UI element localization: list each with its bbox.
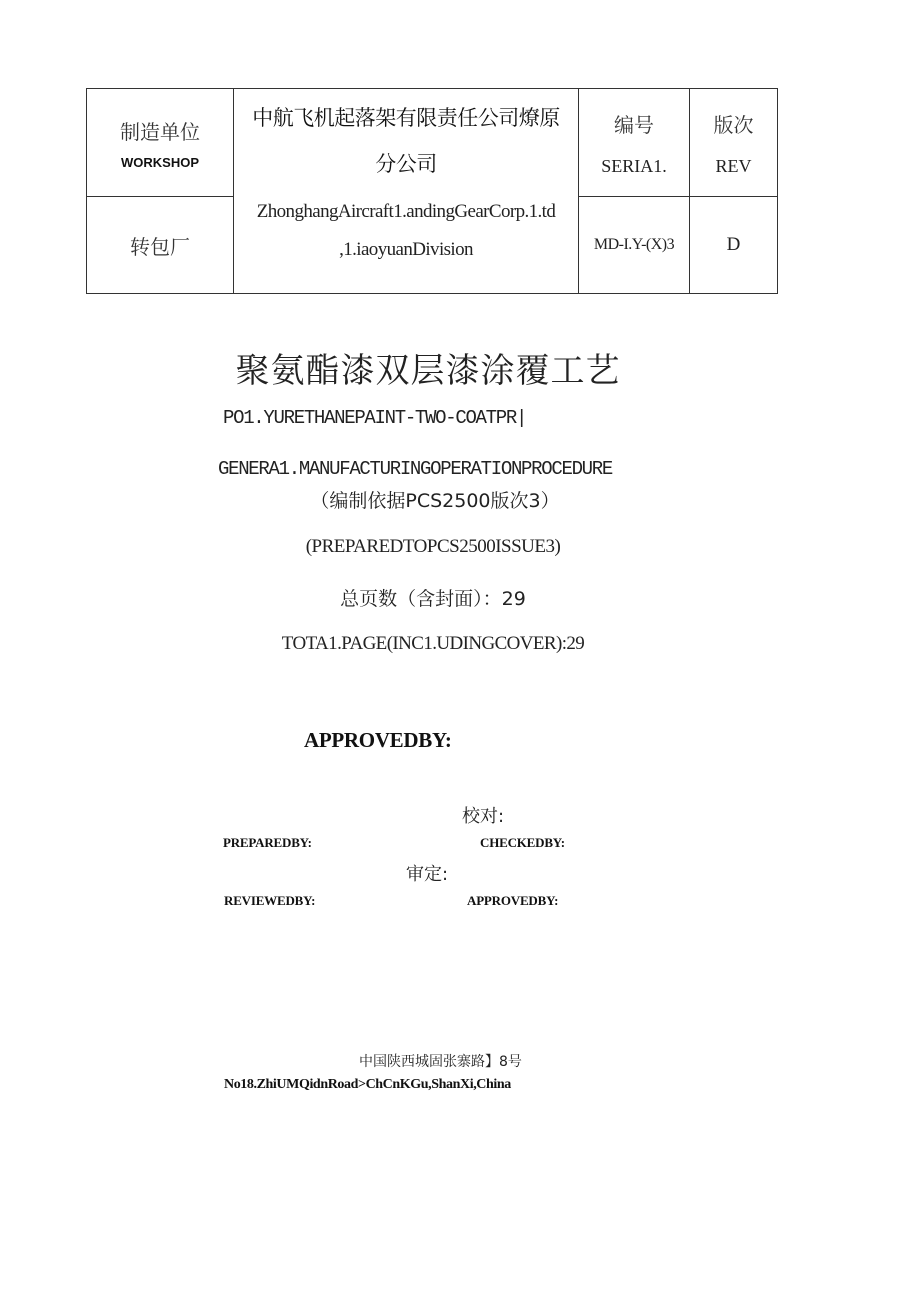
total-pages-en: TOTA1.PAGE(INC1.UDINGCOVER):29 — [281, 633, 585, 654]
workshop-label-en: WORKSHOP — [121, 154, 199, 170]
total-pages-cn: 总页数（含封面）：29 — [340, 588, 526, 610]
company-cell — [234, 89, 579, 294]
rev-label-en: REV — [715, 155, 752, 176]
workshop-label-cell — [87, 89, 234, 197]
company-name-cn-line2: 分公司 — [375, 152, 437, 176]
workshop-label-cn: 制造单位 — [120, 119, 200, 144]
company-name-cn-line1: 中航飞机起落架有限责任公司燎原 — [252, 106, 560, 130]
rev-value-cell — [690, 197, 778, 294]
approved-by-heading: APPROVEDBY: — [304, 728, 452, 752]
reviewed-by-label: REVIEWEDBY: — [224, 893, 316, 908]
prepared-basis-en: (PREPAREDTOPCS2500ISSUE3) — [305, 536, 561, 557]
review-label-cn: 审定: — [406, 864, 449, 885]
company-name-en-line1: ZhonghangAircraft1.andingGearCorp.1.td — [256, 201, 556, 222]
address-en: No18.ZhiUMQidnRoad>ChCnKGu,ShanXi,China — [224, 1077, 511, 1092]
address-cn: 中国陕西城固张寨路】8号 — [359, 1054, 522, 1070]
serial-label-cn: 编号 — [614, 112, 654, 137]
prepared-basis-cn: （编制依据PCS2500版次3） — [310, 490, 560, 512]
serial-value-cell — [579, 197, 690, 294]
prepared-by-label: PREPAREDBY: — [223, 835, 312, 850]
serial-value: MD-I.Y-(X)3 — [593, 236, 675, 253]
serial-label-en: SERIA1. — [601, 155, 667, 176]
rev-value: D — [726, 234, 741, 255]
workshop-value: 转包厂 — [130, 234, 190, 259]
checked-by-label: CHECKEDBY: — [480, 835, 565, 850]
check-label-cn: 校对: — [462, 806, 505, 827]
document-title-cn: 聚氨酯漆双层漆涂覆工艺 — [235, 351, 621, 391]
company-name-en-line2: ,1.iaoyuanDivision — [339, 239, 473, 260]
rev-label-cell — [690, 89, 778, 197]
workshop-value-cell — [87, 197, 234, 294]
header-table — [86, 88, 778, 294]
document-title-en-line1: PO1.YURETHANEPAINT-TWO-COATPR| — [223, 407, 527, 429]
serial-label-cell — [579, 89, 690, 197]
document-title-en-line2: GENERA1.MANUFACTURINGOPERATIONPROCEDURE — [218, 458, 612, 480]
rev-label-cn: 版次 — [713, 112, 754, 137]
approved-by-label: APPROVEDBY: — [467, 893, 559, 908]
